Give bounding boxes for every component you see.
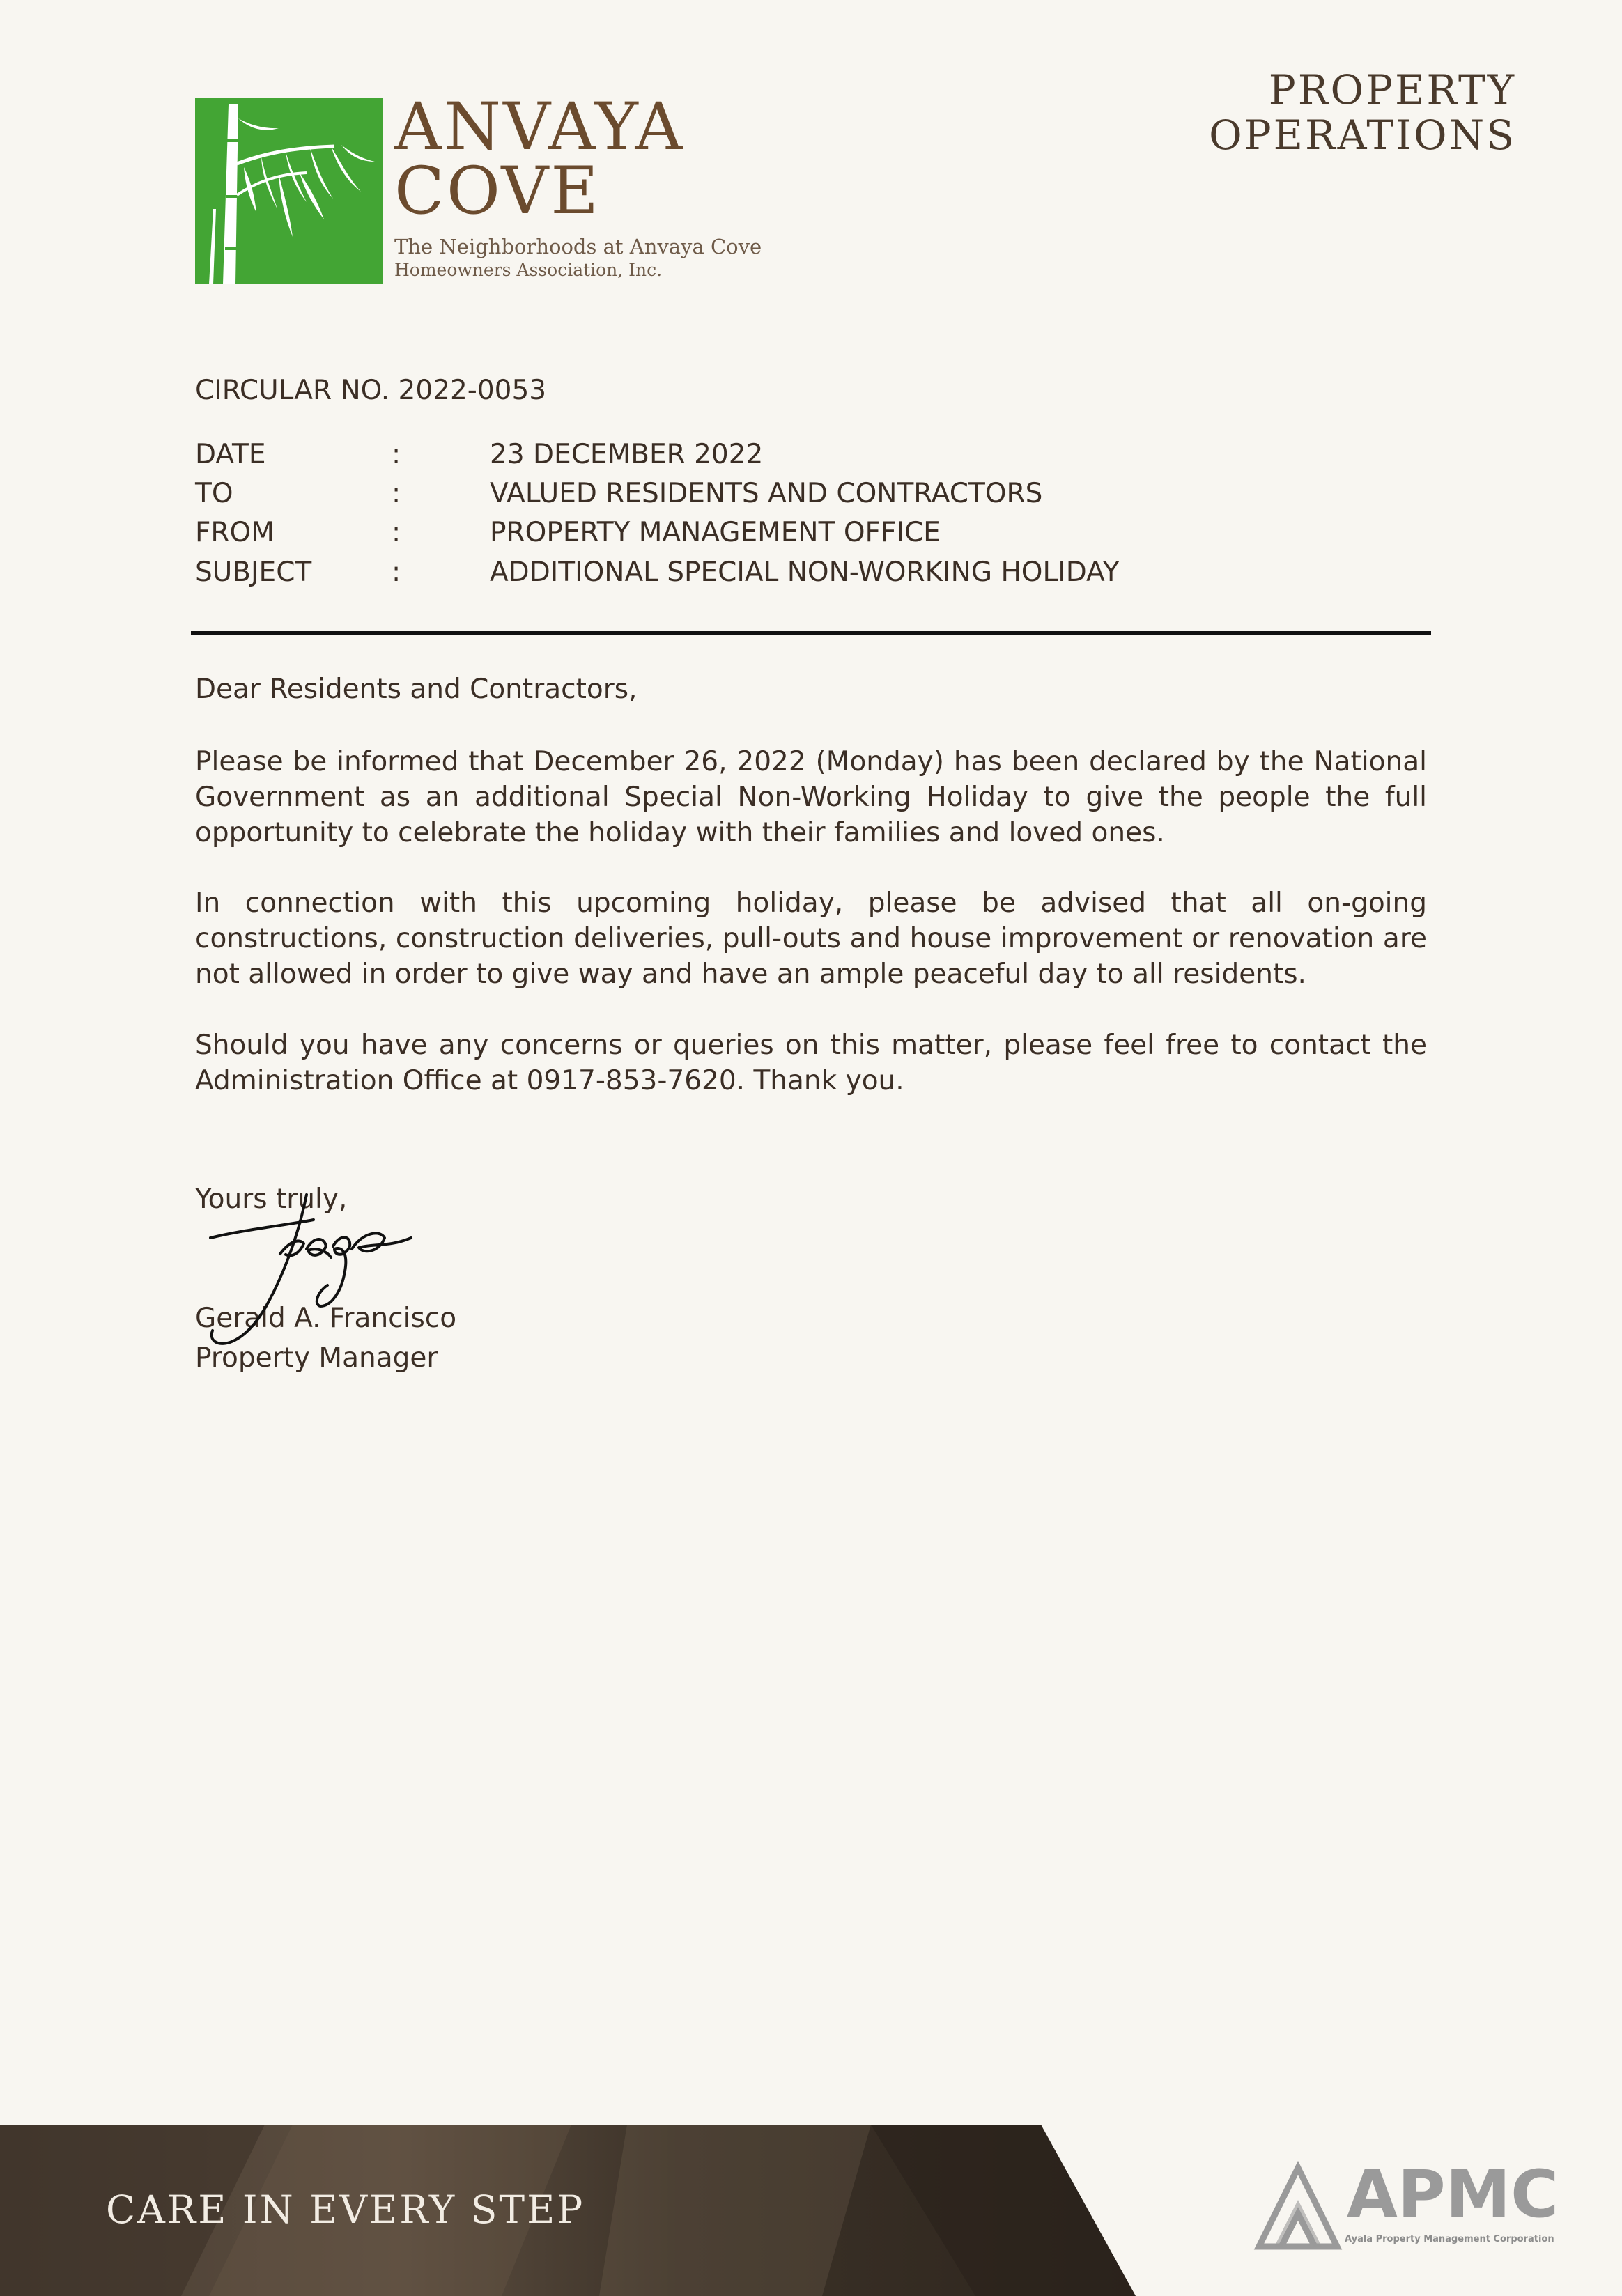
- signatory-title: Property Manager: [195, 1342, 438, 1374]
- salutation: Dear Residents and Contractors,: [195, 674, 638, 705]
- department-title-line2: OPERATIONS: [1209, 111, 1516, 159]
- circular-number: CIRCULAR NO. 2022-0053: [195, 375, 547, 406]
- memo-field-value: ADDITIONAL SPECIAL NON-WORKING HOLIDAY: [490, 557, 1120, 588]
- memo-field-separator: :: [392, 517, 401, 548]
- memo-field-date: [195, 438, 1449, 477]
- signatory-name: Gerald A. Francisco: [195, 1303, 457, 1334]
- footer-tagline: CARE IN EVERY STEP: [106, 2187, 585, 2232]
- anvaya-cove-logo-icon: [195, 98, 383, 284]
- header-divider: [191, 631, 1431, 635]
- apmc-wordmark: APMC: [1347, 2157, 1559, 2233]
- closing: Yours truly,: [195, 1184, 348, 1215]
- memo-field-label: TO: [195, 478, 233, 509]
- department-title-line1: PROPERTY: [1268, 66, 1516, 114]
- apmc-full-name: Ayala Property Management Corporation: [1345, 2234, 1554, 2244]
- memo-field-label: FROM: [195, 517, 275, 548]
- memo-field-separator: :: [392, 478, 401, 509]
- memo-field-subject: [195, 556, 1449, 595]
- signature: [202, 1188, 418, 1348]
- memo-field-from: [195, 516, 1449, 555]
- brand-name-line1: ANVAYA: [394, 89, 685, 165]
- body-paragraph-1: Please be informed that December 26, 2022 (Monday) has been declared by the National Government as an additional Special Non-Working Holiday to give the people the full opportunity to celebrate the holiday with their families and loved ones.: [195, 746, 1427, 848]
- memo-field-label: DATE: [195, 439, 266, 470]
- brand-name-line2: COVE: [394, 153, 601, 229]
- memo-field-separator: :: [392, 439, 401, 470]
- bamboo-icon: [195, 98, 383, 284]
- memo-field-value: PROPERTY MANAGEMENT OFFICE: [490, 517, 941, 548]
- brand-subtitle-line2: Homeowners Association, Inc.: [394, 260, 663, 280]
- memo-field-value: VALUED RESIDENTS AND CONTRACTORS: [490, 478, 1043, 509]
- brand-subtitle-line1: The Neighborhoods at Anvaya Cove: [394, 235, 762, 258]
- memo-field-to: [195, 477, 1449, 516]
- memo-field-separator: :: [392, 557, 401, 588]
- memo-field-value: 23 DECEMBER 2022: [490, 439, 764, 470]
- memo-field-label: SUBJECT: [195, 557, 312, 588]
- body-paragraph-3: Should you have any concerns or queries on this matter, please feel free to contact the Administration Office at 0917-853-7620. Thank you.: [195, 1030, 1427, 1096]
- body-paragraph-2: In connection with this upcoming holiday, please be advised that all on-going constructions, construction deliveries, pull-outs and house improvement or renovation are not allowed in order to give way and have an ample peaceful day to all residents.: [195, 887, 1427, 990]
